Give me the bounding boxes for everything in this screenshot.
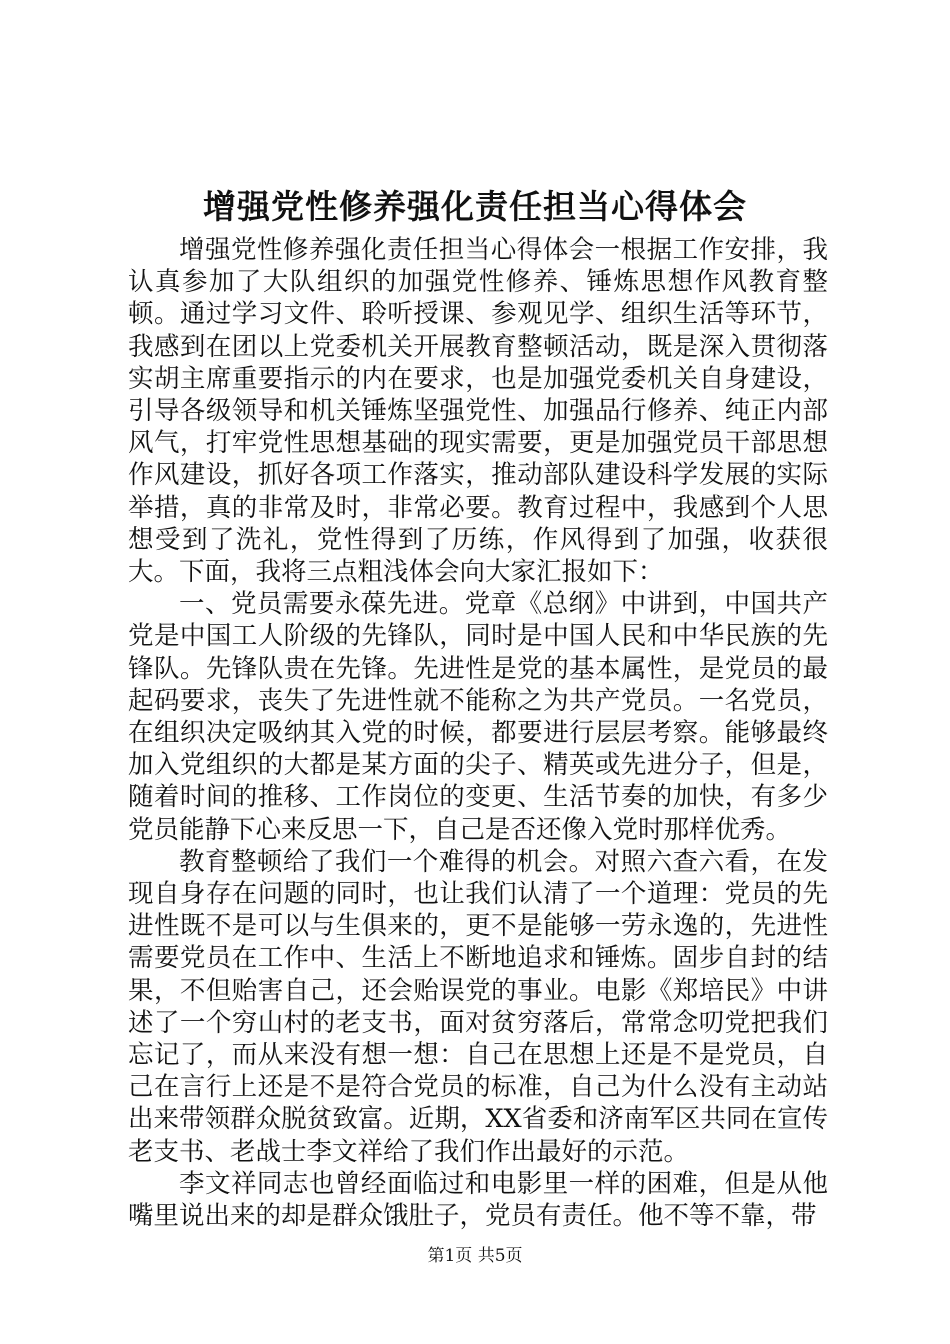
page-footer: 第1页 共5页 [427, 1246, 523, 1266]
paragraph-li-wenxiang: 李文祥同志也曾经面临过和电影里一样的困难，但是从他嘴里说出来的却是群众饿肚子，党员有责任。他不等不靠，带 [128, 1168, 828, 1232]
document-body [128, 234, 828, 1232]
paragraph-intro: 增强党性修养强化责任担当心得体会一根据工作安排，我认真参加了大队组织的加强党性修养、锤炼思想作风教育整顿。通过学习文件、聆听授课、参观见学、组织生活等环节，我感到在团以上党委机关开展教育整顿活动，既是深入贯彻落实胡主席重要指示的内在要求，也是加强党委机关自身建设，引导各级领导和机关锤炼坚强党性、加强品行修养、纯正内部风气，打牢党性思想基础的现实需要，更是加强党员干部思想作风建设，抓好各项工作落实，推动部队建设科学发展的实际举措，真的非常及时，非常必要。教育过程中，我感到个人思想受到了洗礼，党性得到了历练，作风得到了加强，收获很大。下面，我将三点粗浅体会向大家汇报如下： [128, 235, 828, 588]
paragraph-point-one: 一、党员需要永葆先进。党章《总纲》中讲到，中国共产党是中国工人阶级的先锋队，同时是中国人民和中华民族的先锋队。先锋队贵在先锋。先进性是党的基本属性，是党员的最起码要求，丧失了先进性就不能称之为共产党员。一名党员，在组织决定吸纳其入党的时候，都要进行层层考察。能够最终加入党组织的大都是某方面的尖子、精英或先进分子，但是，随着时间的推移、工作岗位的变更、生活节奏的加快，有多少党员能静下心来反思一下，自己是否还像入党时那样优秀。 [128, 589, 828, 845]
paragraph-education: 教育整顿给了我们一个难得的机会。对照六查六看，在发现自身存在问题的同时，也让我们认清了一个道理：党员的先进性既不是可以与生俱来的，更不是能够一劳永逸的，先进性需要党员在工作中、生活上不断地追求和锤炼。固步自封的结果，不但贻害自己，还会贻误党的事业。电影《郑培民》中讲述了一个穷山村的老支书，面对贫穷落后，常常念叨党把我们忘记了，而从来没有想一想：自己在思想上还是不是党员，自己在言行上还是不是符合党员的标准，自己为什么没有主动站出来带领群众脱贫致富。近期，XX省委和济南军区共同在宣传老支书、老战士李文祥给了我们作出最好的示范。 [128, 846, 828, 1167]
document-title: 增强党性修养强化责任担当心得体会 [203, 187, 747, 226]
